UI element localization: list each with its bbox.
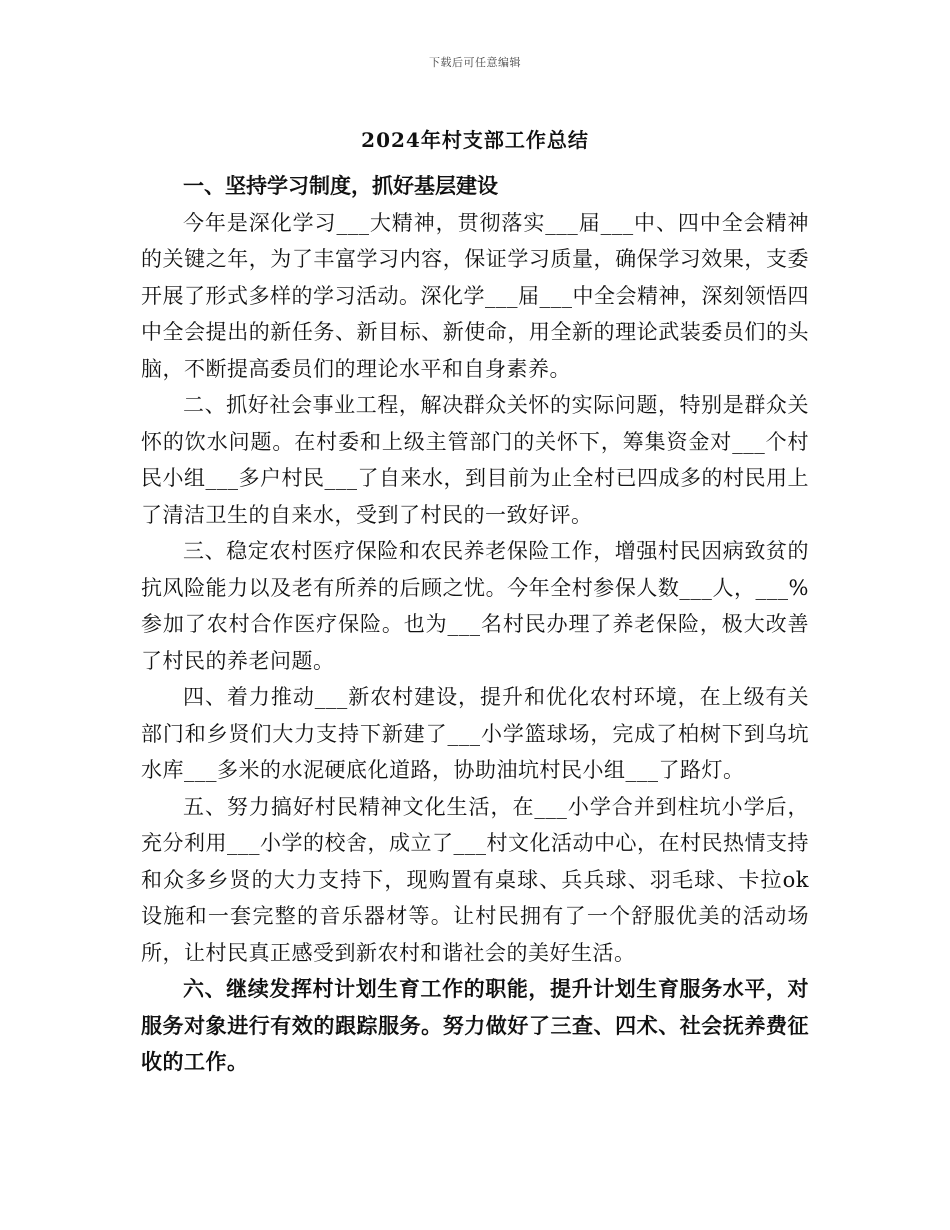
section-heading-study: 一、坚持学习制度，抓好基层建设 [183,173,498,198]
paragraph-insurance: 三、稳定农村医疗保险和农民养老保险工作，增强村民因病致贫的抗风险能力以及老有所养的后顾之忧。今年全村参保人数___人，___%参加了农村合作医疗保险。也为___名村民办理了养老保险，极大改善了村民的养老问题。 [141,539,809,673]
paragraph-water: 二、抓好社会事业工程，解决群众关怀的实际问题，特别是群众关怀的饮水问题。在村委和上级主管部门的关怀下，筹集资金对___个村民小组___多户村民___了自来水，到目前为止全村已四成多的村民用上了清洁卫生的自来水，受到了村民的一致好评。 [141,393,809,527]
paragraph-construction: 四、着力推动___新农村建设，提升和优化农村环境，在上级有关部门和乡贤们大力支持下新建了___小学篮球场，完成了柏树下到乌坑水库___多米的水泥硬底化道路，协助油坑村民小组___了路灯。 [141,685,809,782]
document-body [141,168,809,1081]
paragraph-study: 今年是深化学习___大精神，贯彻落实___届___中、四中全会精神的关键之年，为了丰富学习内容，保证学习质量，确保学习效果，支委开展了形式多样的学习活动。深化学___届___中全会精神，深刻领悟四中全会提出的新任务、新目标、新使命，用全新的理论武装委员们的头脑，不断提高委员们的理论水平和自身素养。 [141,210,809,381]
document-title: 2024年村支部工作总结 [361,128,589,152]
header-note: 下载后可任意编辑 [429,56,521,69]
paragraph-culture: 五、努力搞好村民精神文化生活，在___小学合并到柱坑小学后，充分利用___小学的校舍，成立了___村文化活动中心，在村民热情支持和众多乡贤的大力支持下，现购置有桌球、兵兵球、羽毛球、卡拉ok设施和一套完整的音乐器材等。让村民拥有了一个舒服优美的活动场所，让村民真正感受到新农村和谐社会的美好生活。 [141,794,809,965]
paragraph-family-planning: 六、继续发挥村计划生育工作的职能，提升计划生育服务水平，对服务对象进行有效的跟踪服务。努力做好了三查、四术、社会抚养费征收的工作。 [141,976,809,1074]
